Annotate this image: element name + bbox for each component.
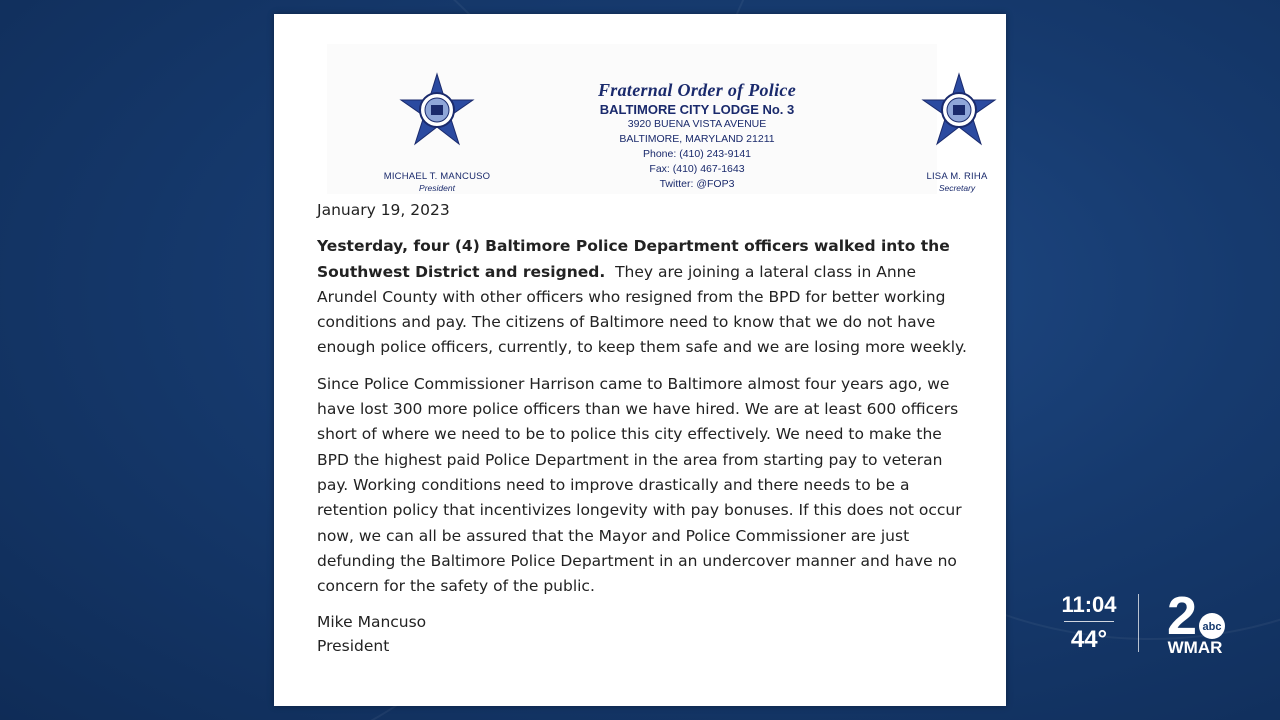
phone-line: Phone: (410) 243-9141	[643, 148, 751, 160]
network-name: abc	[1202, 621, 1222, 633]
paragraph-1-lead: Yesterday, four (4) Baltimore Police Department officers walked into the Southwest District and resigned.	[317, 237, 950, 281]
station-name: WMAR	[1167, 638, 1223, 657]
lodge-name: BALTIMORE CITY LODGE No. 3	[599, 102, 795, 117]
signature-title: President	[317, 637, 390, 656]
address-line: BALTIMORE, MARYLAND 21211	[619, 133, 775, 145]
letter-body	[317, 198, 977, 658]
organization-name: Fraternal Order of Police	[598, 80, 796, 100]
president-title: President	[419, 183, 455, 193]
paragraph-1	[317, 234, 977, 360]
letter-date: January 19, 2023	[317, 201, 450, 219]
bug-divider	[1064, 621, 1114, 622]
twitter-line: Twitter: @FOP3	[659, 178, 735, 190]
secretary-title: Secretary	[938, 183, 976, 193]
bug-divider	[1138, 594, 1139, 652]
fop-star-seal-icon	[921, 72, 997, 148]
secretary-block	[877, 171, 1037, 193]
fax-line: Fax: (410) 467-1643	[649, 163, 745, 175]
secretary-name: LISA M. RIHA	[926, 171, 988, 182]
paragraph-1-body: They are joining a lateral class in Anne Arundel County with other officers who resigned from the BPD for better working conditions and pay. The citizens of Baltimore need to know that we do not have enough police officers, currently, to keep them safe and we are losing more weekly.	[317, 262, 967, 357]
temperature-display: 44°	[1070, 626, 1108, 653]
address-line: 3920 BUENA VISTA AVENUE	[627, 118, 767, 130]
letterhead	[327, 44, 988, 194]
letter-page	[274, 14, 1006, 706]
letterhead-center	[567, 80, 827, 192]
time-display: 11:04	[1061, 592, 1117, 617]
station-bug	[1058, 588, 1238, 660]
channel-number: 2	[1166, 588, 1198, 646]
president-name: MICHAEL T. MANCUSO	[383, 171, 491, 182]
paragraph-2: Since Police Commissioner Harrison came to Baltimore almost four years ago, we have lost 300 more police officers than we have hired. We are at least 600 officers short of where we need to be to police this city effectively. We need to make the BPD the highest paid Police Department in the area from starting pay to veteran pay. Working conditions need to improve drastically and there needs to be a retention policy that incentivizes longevity with pay bonuses. If this does not occur now, we can all be assured that the Mayor and Police Commissioner are just defunding the Baltimore Police Department in an undercover manner and have no concern for the safety of the public.	[317, 374, 962, 596]
fop-star-seal-icon	[399, 72, 475, 148]
president-block	[357, 171, 517, 193]
signature-name: Mike Mancuso	[317, 613, 427, 632]
